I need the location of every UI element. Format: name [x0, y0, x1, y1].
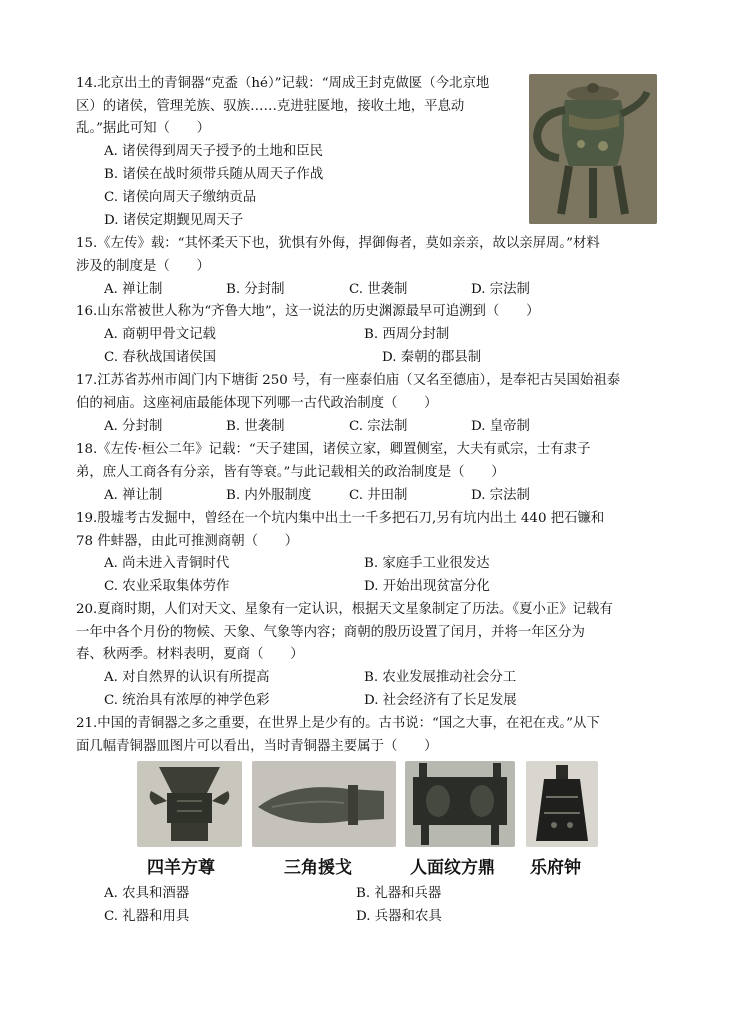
q21-options-row-1: [104, 883, 664, 906]
caption-human-face-ding: 人面纹方鼎: [410, 858, 495, 878]
q19-options-row-1: [104, 553, 664, 576]
q17-option-c[interactable]: C. 宗法制: [349, 419, 408, 434]
q15-option-d[interactable]: D. 宗法制: [471, 282, 530, 297]
q16-options-row-2: [104, 347, 664, 370]
triangular-ge-dagger-image: [252, 761, 396, 847]
q18-option-a[interactable]: A. 禅让制: [104, 488, 163, 503]
q21-line-1: 21.中国的青铜器之多之重要，在世界上是少有的。古书说：“国之大事，在祀在戎。”从下: [76, 716, 600, 731]
q21-option-d[interactable]: D. 兵器和农具: [356, 909, 442, 924]
q18-line-1: 18.《左传·桓公二年》记载：“天子建国，诸侯立家，卿置侧室，大夫有贰宗，士有隶子: [76, 442, 591, 457]
q14-line-2: 区）的诸侯，管理羌族、驭族……克进驻匽地，接收土地，平息动: [76, 98, 465, 114]
q19-line-2: 78 件蚌器，由此可推测商朝（ ）: [76, 533, 299, 549]
question-18-stem: [76, 439, 661, 484]
q20-option-c[interactable]: C. 统治具有浓厚的神学色彩: [104, 693, 270, 708]
q17-option-a[interactable]: A. 分封制: [104, 419, 163, 434]
q21-option-c[interactable]: C. 礼器和用具: [104, 909, 190, 924]
caption-four-ram-square-zun: 四羊方尊: [147, 858, 215, 878]
q14-line-3: 乱。”据此可知（ ）: [76, 121, 211, 136]
q20-options-row-1: [104, 667, 664, 690]
q15-options: [104, 279, 664, 302]
q15-line-1: 15.《左传》载：“其怀柔天下也，犹惧有外侮，捍御侮者，莫如亲亲，故以亲屏周。”材料: [76, 236, 600, 251]
caption-yuefu-bell: 乐府钟: [530, 858, 581, 878]
q18-option-b[interactable]: B. 内外服制度: [226, 488, 312, 503]
q18-options: [104, 485, 664, 508]
caption-triangular-ge: 三角援戈: [284, 858, 352, 878]
q14-option-b[interactable]: B. 诸侯在战时须带兵随从周天子作战: [104, 167, 324, 182]
q20-option-b[interactable]: B. 农业发展推动社会分工: [364, 670, 517, 685]
q17-line-1: 17.江苏省苏州市阊门内下塘街 250 号，有一座泰伯庙（又名至德庙），是奉祀古吴国始祖泰: [76, 373, 621, 388]
q20-option-d[interactable]: D. 社会经济有了长足发展: [364, 693, 517, 708]
q16-option-b[interactable]: B. 西周分封制: [364, 327, 450, 342]
q19-options-row-2: [104, 576, 664, 599]
question-21-stem: [76, 713, 661, 758]
q15-option-a[interactable]: A. 禅让制: [104, 282, 163, 297]
q16-options-row-1: [104, 324, 664, 347]
q16-option-d[interactable]: D. 秦朝的郡县制: [382, 350, 482, 365]
q21-option-a[interactable]: A. 农具和酒器: [104, 886, 190, 901]
q20-line-1: 20.夏商时期，人们对天文、星象有一定认识，根据天文星象制定了历法。《夏小正》记载有: [76, 602, 613, 617]
human-face-square-ding-image: [405, 761, 515, 847]
q15-option-b[interactable]: B. 分封制: [226, 282, 285, 297]
q17-option-b[interactable]: B. 世袭制: [226, 419, 285, 434]
q14-option-a[interactable]: A. 诸侯得到周天子授予的土地和臣民: [104, 144, 324, 159]
q21-options-row-2: [104, 906, 664, 929]
q14-option-c[interactable]: C. 诸侯向周天子缴纳贡品: [104, 190, 257, 205]
question-14-stem: [76, 73, 527, 141]
q18-line-2: 弟，庶人工商各有分亲，皆有等衰。”与此记载相关的政治制度是（ ）: [76, 464, 505, 480]
q15-line-2: 涉及的制度是（ ）: [76, 258, 210, 274]
q21-option-b[interactable]: B. 礼器和兵器: [356, 886, 442, 901]
q20-line-2: 一年中各个月份的物候、天象、气象等内容；商朝的殷历设置了闰月，并将一年区分为: [76, 624, 585, 640]
q18-option-c[interactable]: C. 井田制: [349, 488, 408, 503]
yuefu-bell-image: [526, 761, 598, 847]
q19-option-b[interactable]: B. 家庭手工业很发达: [364, 556, 490, 571]
q16-line-1: 16.山东常被世人称为“齐鲁大地”，这一说法的历史渊源最早可追溯到（ ）: [76, 304, 540, 319]
q20-line-3: 春、秋两季。材料表明，夏商（ ）: [76, 647, 304, 662]
q19-option-c[interactable]: C. 农业采取集体劳作: [104, 579, 230, 594]
q16-option-a[interactable]: A. 商朝甲骨文记载: [104, 327, 216, 342]
q19-option-d[interactable]: D. 开始出现贫富分化: [364, 579, 490, 594]
q14-option-d[interactable]: D. 诸侯定期觐见周天子: [104, 213, 244, 228]
q16-option-c[interactable]: C. 春秋战国诸侯国: [104, 350, 217, 365]
q20-option-a[interactable]: A. 对自然界的认识有所提高: [104, 670, 270, 685]
four-ram-square-zun-image: [137, 761, 242, 847]
question-17-stem: [76, 370, 661, 415]
q17-line-2: 伯的祠庙。这座祠庙最能体现下列哪一古代政治制度（ ）: [76, 395, 438, 411]
q17-option-d[interactable]: D. 皇帝制: [471, 419, 530, 434]
question-15-stem: [76, 233, 661, 278]
question-20-stem: [76, 599, 661, 667]
q17-options: [104, 416, 664, 439]
q19-line-1: 19.殷墟考古发掘中，曾经在一个坑内集中出土一千多把石刀,另有坑内出土 440 把石镰和: [76, 511, 605, 526]
question-19-stem: [76, 508, 661, 553]
q18-option-d[interactable]: D. 宗法制: [471, 488, 530, 503]
q15-option-c[interactable]: C. 世袭制: [349, 282, 408, 297]
ke-he-bronze-vessel-image: [529, 74, 657, 224]
q20-options-row-2: [104, 690, 664, 713]
question-16-stem: [76, 301, 661, 324]
q21-line-2: 面几幅青铜器皿图片可以看出，当时青铜器主要属于（ ）: [76, 738, 438, 754]
q19-option-a[interactable]: A. 尚未进入青铜时代: [104, 556, 230, 571]
q14-line-1: 14.北京出土的青铜器“克盉（hé）”记载：“周成王封克做匽（今北京地: [76, 76, 490, 91]
